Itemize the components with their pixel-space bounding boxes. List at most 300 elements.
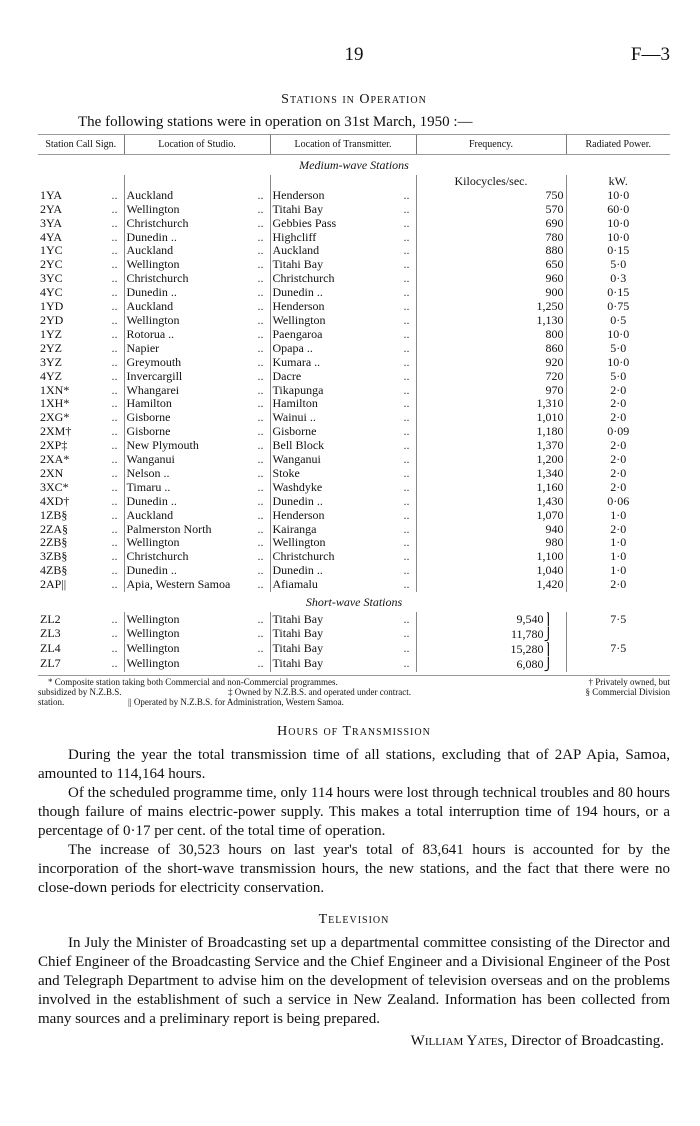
table-row — [38, 578, 670, 592]
call-sign: 2XG* — [40, 411, 70, 425]
frequency: 650 — [545, 258, 564, 272]
studio-location: Wellington — [126, 313, 180, 327]
hours-heading: Hours of Transmission — [277, 723, 431, 739]
studio-location: Auckland — [126, 188, 174, 202]
transmitter-location: Titahi Bay — [272, 258, 324, 272]
leader-dots: .. — [257, 508, 264, 522]
leader-dots: .. — [111, 355, 118, 369]
radiated-power: 2·0 — [610, 578, 627, 592]
leader-dots: .. — [257, 202, 264, 216]
transmitter-location: Bell Block — [272, 439, 325, 453]
studio-location: Auckland — [126, 300, 174, 314]
transmitter-location: Henderson — [272, 188, 325, 202]
leader-dots: .. — [257, 355, 264, 369]
transmitter-location: Opapa .. — [272, 341, 313, 355]
call-sign: 2XA* — [40, 453, 70, 467]
transmitter-location: Wainui .. — [272, 411, 316, 425]
studio-location: Apia, Western Samoa — [126, 578, 231, 592]
leader-dots: .. — [403, 641, 410, 656]
transmitter-location: Dunedin .. — [272, 286, 323, 300]
frequency: 750 — [545, 188, 564, 202]
leader-dots: .. — [403, 508, 410, 522]
leader-dots: .. — [403, 230, 410, 244]
medium-wave-rows — [38, 155, 670, 593]
studio-location: New Plymouth — [126, 439, 199, 453]
leader-dots: .. — [403, 453, 410, 467]
table-row — [38, 258, 670, 272]
call-sign: 2YC — [40, 258, 63, 272]
leader-dots: .. — [111, 369, 118, 383]
table-row — [38, 272, 670, 286]
studio-location: Gisborne — [126, 425, 171, 439]
leader-dots: .. — [111, 258, 118, 272]
leader-dots: .. — [111, 244, 118, 258]
leader-dots: .. — [403, 656, 410, 671]
call-sign: 1YA — [40, 188, 63, 202]
call-sign: 1XH* — [40, 397, 70, 411]
studio-location: Dunedin .. — [126, 286, 177, 300]
frequency: 720 — [545, 369, 564, 383]
studio-location: Wanganui — [126, 453, 175, 467]
transmitter-location: Henderson — [272, 300, 325, 314]
table-row — [38, 231, 670, 245]
short-wave-caption: Short-wave Stations — [305, 595, 403, 610]
transmitter-location: Auckland — [272, 244, 320, 258]
studio-location: Dunedin .. — [126, 494, 177, 508]
leader-dots: .. — [111, 480, 118, 494]
table-row — [38, 453, 670, 467]
leader-dots: .. — [403, 494, 410, 508]
hours-paragraph-2: Of the scheduled programme time, only 114 hours were lost through technical troubles and 80 hours though failure of mains electric-power supply. This makes a total interruption time of 194 hours, or a percentage of 0·17 per cent. of the total time of operation. — [38, 784, 670, 839]
radiated-power: 2·0 — [610, 453, 627, 467]
table-row — [38, 328, 670, 342]
leader-dots: .. — [403, 369, 410, 383]
radiated-power: 5·0 — [610, 369, 627, 383]
signature-title: Director of Broadcasting. — [511, 1032, 664, 1049]
leader-dots: .. — [111, 626, 118, 641]
footnote-commercial: § Commercial Division — [585, 686, 670, 697]
frequency: 1,040 — [536, 564, 564, 578]
studio-location: Wellington — [126, 202, 180, 216]
frequency-unit: Kilocycles/sec. — [416, 175, 566, 189]
transmitter-location: Highcliff — [272, 230, 317, 244]
leader-dots: .. — [257, 612, 264, 626]
radiated-power: 5·0 — [610, 341, 627, 355]
studio-location: Auckland — [126, 508, 174, 522]
frequency: 6,080 — [516, 656, 544, 671]
call-sign: 3YC — [40, 272, 63, 286]
leader-dots: .. — [403, 313, 410, 327]
frequency: 1,430 — [536, 494, 564, 508]
call-sign: 2XP‡ — [40, 439, 68, 453]
leader-dots: .. — [403, 564, 410, 578]
transmitter-location: Stoke — [272, 466, 300, 480]
frequency: 900 — [545, 286, 564, 300]
call-sign: ZL3 — [40, 626, 61, 641]
table-footnotes — [38, 675, 670, 710]
brace-glyph: ⎭ — [543, 626, 554, 641]
radiated-power: 0·15 — [607, 244, 630, 258]
leader-dots: .. — [403, 327, 410, 341]
radiated-power: 10·0 — [607, 327, 630, 341]
call-sign: 3XC* — [40, 480, 69, 494]
leader-dots: .. — [257, 494, 264, 508]
studio-location: Rotorua .. — [126, 327, 175, 341]
leader-dots: .. — [257, 656, 264, 671]
transmitter-location: Hamilton — [272, 397, 318, 411]
frequency: 880 — [545, 244, 564, 258]
table-row — [38, 300, 670, 314]
transmitter-location: Wellington — [272, 536, 326, 550]
leader-dots: .. — [403, 202, 410, 216]
transmitter-location: Gebbies Pass — [272, 216, 337, 230]
radiated-power: 0·5 — [610, 313, 627, 327]
call-sign: 4YC — [40, 286, 63, 300]
radiated-power: 10·0 — [607, 188, 630, 202]
frequency: 920 — [545, 355, 564, 369]
frequency: 1,160 — [536, 480, 564, 494]
table-row — [38, 411, 670, 425]
radiated-power: 10·0 — [607, 230, 630, 244]
leader-dots: .. — [111, 341, 118, 355]
stations-heading: Stations in Operation — [281, 92, 427, 107]
table-row — [38, 481, 670, 495]
leader-dots: .. — [111, 612, 118, 626]
leader-dots: .. — [403, 341, 410, 355]
studio-location: Nelson .. — [126, 466, 170, 480]
radiated-power: 2·0 — [610, 411, 627, 425]
call-sign: ZL7 — [40, 656, 61, 671]
leader-dots: .. — [257, 341, 264, 355]
leader-dots: .. — [257, 626, 264, 641]
col-header-call-sign: Station Call Sign. — [38, 135, 124, 155]
radiated-power: 7·5 — [610, 641, 627, 656]
table-row — [38, 244, 670, 258]
call-sign: 1YC — [40, 244, 63, 258]
frequency: 1,010 — [536, 411, 564, 425]
transmitter-location: Christchurch — [272, 550, 335, 564]
call-sign: 1YZ — [40, 327, 62, 341]
radiated-power: 10·0 — [607, 216, 630, 230]
studio-location: Auckland — [126, 244, 174, 258]
leader-dots: .. — [111, 383, 118, 397]
frequency: 970 — [545, 383, 564, 397]
leader-dots: .. — [403, 480, 410, 494]
short-wave-rows — [38, 592, 670, 672]
medium-wave-caption-row — [38, 155, 670, 175]
leader-dots: .. — [257, 439, 264, 453]
radiated-power: 1·0 — [610, 508, 627, 522]
leader-dots: .. — [403, 536, 410, 550]
call-sign: 1YD — [40, 300, 64, 314]
transmitter-location: Christchurch — [272, 272, 335, 286]
call-sign: 2ZB§ — [40, 536, 68, 550]
studio-location: Christchurch — [126, 216, 189, 230]
studio-location: Dunedin .. — [126, 564, 177, 578]
leader-dots: .. — [403, 188, 410, 202]
col-header-transmitter: Location of Transmitter. — [270, 135, 416, 155]
leader-dots: .. — [403, 272, 410, 286]
table-row — [38, 342, 670, 356]
leader-dots: .. — [403, 397, 410, 411]
transmitter-location: Afiamalu — [272, 578, 318, 592]
col-header-studio: Location of Studio. — [124, 135, 270, 155]
frequency: 980 — [545, 536, 564, 550]
transmitter-location: Titahi Bay — [272, 612, 324, 626]
call-sign: 4YZ — [40, 369, 62, 383]
studio-location: Wellington — [126, 656, 180, 671]
call-sign: 2XN — [40, 466, 64, 480]
page-number: 19 — [344, 44, 364, 65]
radiated-power: 7·5 — [610, 612, 627, 626]
radiated-power: 0·09 — [607, 425, 630, 439]
studio-location: Wellington — [126, 536, 180, 550]
leader-dots: .. — [257, 188, 264, 202]
brace-glyph: ⎭ — [543, 656, 554, 671]
table-row — [38, 189, 670, 203]
studio-location: Napier — [126, 341, 160, 355]
leader-dots: .. — [111, 286, 118, 300]
leader-dots: .. — [403, 439, 410, 453]
call-sign: 3YZ — [40, 355, 62, 369]
footnote-operated: || Operated by N.Z.B.S. for Administration, Western Samoa. — [128, 696, 344, 707]
col-header-power: Radiated Power. — [566, 135, 670, 155]
call-sign: 4ZB§ — [40, 564, 68, 578]
footnote-private: † Privately owned, but — [588, 676, 670, 687]
frequency: 780 — [545, 230, 564, 244]
leader-dots: .. — [111, 536, 118, 550]
call-sign: 2YA — [40, 202, 63, 216]
leader-dots: .. — [403, 578, 410, 592]
leader-dots: .. — [111, 411, 118, 425]
brace-glyph: ⎫ — [543, 641, 554, 656]
leader-dots: .. — [257, 425, 264, 439]
leader-dots: .. — [403, 216, 410, 230]
call-sign: 1ZB§ — [40, 508, 68, 522]
radiated-power: 2·0 — [610, 439, 627, 453]
call-sign: 2ZA§ — [40, 522, 68, 536]
leader-dots: .. — [111, 439, 118, 453]
frequency: 800 — [545, 327, 564, 341]
table-row — [38, 467, 670, 481]
radiated-power: 2·0 — [610, 397, 627, 411]
call-sign: 4XD† — [40, 494, 70, 508]
leader-dots: .. — [111, 564, 118, 578]
frequency: 1,100 — [536, 550, 564, 564]
studio-location: Wellington — [126, 258, 180, 272]
frequency: 1,180 — [536, 425, 564, 439]
page-header — [38, 0, 670, 70]
call-sign: ZL2 — [40, 612, 61, 626]
studio-location: Greymouth — [126, 355, 182, 369]
leader-dots: .. — [257, 244, 264, 258]
medium-wave-caption: Medium-wave Stations — [299, 158, 409, 172]
transmitter-location: Titahi Bay — [272, 641, 324, 656]
leader-dots: .. — [403, 286, 410, 300]
leader-dots: .. — [403, 522, 410, 536]
leader-dots: .. — [111, 494, 118, 508]
leader-dots: .. — [111, 550, 118, 564]
transmitter-location: Titahi Bay — [272, 626, 324, 641]
table-row — [38, 356, 670, 370]
table-row — [38, 536, 670, 550]
table-row — [38, 384, 670, 398]
table-row — [38, 425, 670, 439]
leader-dots: .. — [257, 327, 264, 341]
series-code: F—3 — [630, 44, 670, 65]
table-row — [38, 217, 670, 231]
leader-dots: .. — [403, 612, 410, 626]
radiated-power: 2·0 — [610, 466, 627, 480]
brace-glyph: ⎫ — [543, 612, 554, 626]
col-header-frequency: Frequency. — [416, 135, 566, 155]
leader-dots: .. — [111, 397, 118, 411]
document-page — [38, 0, 670, 1050]
studio-location: Hamilton — [126, 397, 172, 411]
call-sign: 2XM† — [40, 425, 72, 439]
radiated-power: 5·0 — [610, 258, 627, 272]
short-wave-caption-row — [38, 592, 670, 612]
table-row — [38, 370, 670, 384]
leader-dots: .. — [257, 550, 264, 564]
call-sign: 4YA — [40, 230, 63, 244]
frequency: 1,250 — [536, 300, 564, 314]
leader-dots: .. — [257, 466, 264, 480]
radiated-power: 0·75 — [607, 300, 630, 314]
transmitter-location: Kairanga — [272, 522, 317, 536]
leader-dots: .. — [257, 286, 264, 300]
transmitter-location: Paengaroa — [272, 327, 323, 341]
radiated-power: 1·0 — [610, 564, 627, 578]
leader-dots: .. — [257, 480, 264, 494]
footnote-owned: ‡ Owned by N.Z.B.S. and operated under contract. — [228, 686, 411, 697]
call-sign: ZL4 — [40, 641, 61, 656]
call-sign: 2YZ — [40, 341, 62, 355]
call-sign: 3YA — [40, 216, 63, 230]
frequency: 1,310 — [536, 397, 564, 411]
leader-dots: .. — [257, 272, 264, 286]
leader-dots: .. — [257, 369, 264, 383]
studio-location: Palmerston North — [126, 522, 212, 536]
table-row — [38, 397, 670, 411]
studio-location: Whangarei — [126, 383, 180, 397]
leader-dots: .. — [403, 425, 410, 439]
radiated-power: 2·0 — [610, 522, 627, 536]
frequency: 570 — [545, 202, 564, 216]
transmitter-location: Wanganui — [272, 453, 321, 467]
table-row — [38, 657, 670, 672]
table-row — [38, 564, 670, 578]
table-row — [38, 495, 670, 509]
leader-dots: .. — [111, 327, 118, 341]
leader-dots: .. — [257, 578, 264, 592]
studio-location: Christchurch — [126, 272, 189, 286]
leader-dots: .. — [403, 411, 410, 425]
call-sign: 1XN* — [40, 383, 70, 397]
studio-location: Wellington — [126, 641, 180, 656]
leader-dots: .. — [111, 202, 118, 216]
leader-dots: .. — [111, 453, 118, 467]
radiated-power: 0·06 — [607, 494, 630, 508]
frequency: 940 — [545, 522, 564, 536]
television-heading: Television — [318, 911, 390, 927]
leader-dots: .. — [403, 626, 410, 641]
leader-dots: .. — [257, 230, 264, 244]
leader-dots: .. — [111, 466, 118, 480]
leader-dots: .. — [111, 272, 118, 286]
table-row — [38, 627, 670, 642]
transmitter-location: Washdyke — [272, 480, 323, 494]
leader-dots: .. — [111, 300, 118, 314]
leader-dots: .. — [403, 300, 410, 314]
frequency: 1,420 — [536, 578, 564, 592]
studio-location: Wellington — [126, 612, 180, 626]
leader-dots: .. — [111, 425, 118, 439]
leader-dots: .. — [257, 453, 264, 467]
studio-location: Christchurch — [126, 550, 189, 564]
transmitter-location: Kumara .. — [272, 355, 321, 369]
frequency: 960 — [545, 272, 564, 286]
table-row — [38, 550, 670, 564]
radiated-power: 0·3 — [610, 272, 627, 286]
signature — [38, 1033, 670, 1050]
table-header-row — [38, 135, 670, 155]
leader-dots: .. — [403, 466, 410, 480]
leader-dots: .. — [403, 244, 410, 258]
frequency: 860 — [545, 341, 564, 355]
table-row — [38, 314, 670, 328]
leader-dots: .. — [257, 383, 264, 397]
leader-dots: .. — [403, 550, 410, 564]
call-sign: 2AP|| — [40, 578, 67, 592]
hours-paragraph-1: During the year the total transmission time of all stations, excluding that of 2AP Apia, Samoa, amounted to 114,164 hours. — [38, 746, 670, 782]
table-row — [38, 203, 670, 217]
radiated-power: 2·0 — [610, 480, 627, 494]
hours-paragraph-3: The increase of 30,523 hours on last year's total of 83,641 hours is accounted for by the incorporation of the short-wave transmission hours, the new stations, and the fact that there were no close-down periods for electricity conservation. — [38, 841, 670, 896]
leader-dots: .. — [111, 508, 118, 522]
table-row — [38, 439, 670, 453]
footnote-composite-end: station. — [38, 696, 65, 707]
radiated-power: 1·0 — [610, 550, 627, 564]
studio-location: Gisborne — [126, 411, 171, 425]
leader-dots: .. — [257, 641, 264, 656]
frequency: 11,780 — [510, 626, 544, 641]
transmitter-location: Gisborne — [272, 425, 317, 439]
leader-dots: .. — [257, 258, 264, 272]
studio-location: Wellington — [126, 626, 180, 641]
leader-dots: .. — [111, 313, 118, 327]
radiated-power: 60·0 — [607, 202, 630, 216]
leader-dots: .. — [257, 313, 264, 327]
transmitter-location: Henderson — [272, 508, 325, 522]
power-unit: kW. — [566, 175, 670, 189]
table-row — [38, 642, 670, 657]
leader-dots: .. — [257, 216, 264, 230]
transmitter-location: Titahi Bay — [272, 656, 324, 671]
leader-dots: .. — [257, 536, 264, 550]
leader-dots: .. — [257, 411, 264, 425]
radiated-power: 0·15 — [607, 286, 630, 300]
frequency: 1,200 — [536, 453, 564, 467]
units-row — [38, 175, 670, 189]
frequency: 9,540 — [516, 612, 544, 626]
radiated-power: 1·0 — [610, 536, 627, 550]
call-sign: 2YD — [40, 313, 64, 327]
table-row — [38, 612, 670, 627]
radiated-power: 10·0 — [607, 355, 630, 369]
transmitter-location: Titahi Bay — [272, 202, 324, 216]
transmitter-location: Dacre — [272, 369, 302, 383]
